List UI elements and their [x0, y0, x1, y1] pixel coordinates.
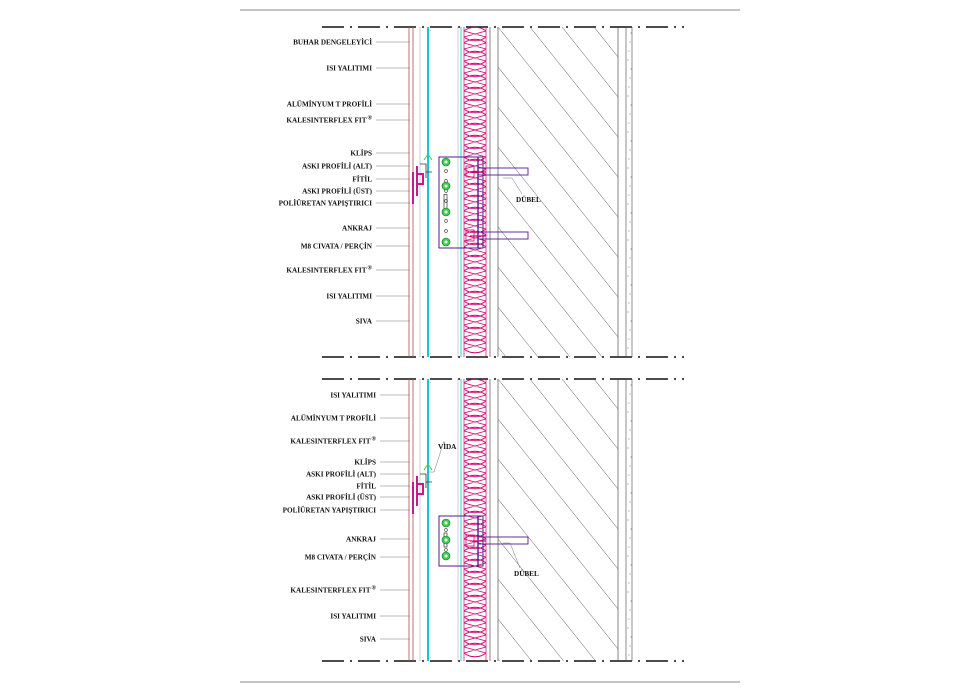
plaster-dot — [630, 78, 631, 79]
callout-label — [330, 392, 376, 400]
plaster-dot — [631, 565, 632, 566]
plaster-dot — [630, 186, 631, 187]
hatch-line — [498, 659, 618, 692]
callout-label — [293, 37, 372, 47]
plaster-dot — [630, 502, 631, 503]
hatch-line — [498, 0, 618, 17]
callout-label — [279, 198, 373, 208]
hatch-line — [498, 59, 618, 209]
callout-label — [354, 457, 376, 467]
callout-label — [290, 436, 376, 446]
bracket-hole — [445, 549, 448, 552]
hatch-line — [498, 379, 618, 529]
plaster-dot — [630, 42, 631, 43]
wall-hatch — [498, 0, 618, 692]
registered-mark: ® — [371, 585, 376, 592]
plaster-dot — [629, 439, 630, 440]
plaster-dot — [629, 339, 630, 340]
callout-label — [330, 613, 376, 621]
callout-label-text: POLİÜRETAN YAPIŞTIRICI — [278, 199, 372, 208]
callout-label-text: FİTİL — [356, 482, 376, 491]
hatch-line — [498, 459, 618, 609]
hanging-profile — [413, 166, 423, 204]
hatch-line — [498, 187, 618, 337]
callout-label — [286, 265, 372, 275]
plaster-dot — [630, 610, 631, 611]
callout-label-text: ASKI PROFİLİ (ALT) — [305, 470, 376, 479]
hatch-line — [498, 267, 618, 417]
plaster-dot — [628, 168, 629, 169]
plaster-dot — [631, 529, 632, 530]
hatch-line — [498, 107, 618, 257]
plaster-dot — [628, 448, 629, 449]
plaster-dot — [630, 430, 631, 431]
plaster-dot — [629, 403, 630, 404]
callout-label — [350, 148, 372, 158]
plaster-dot — [630, 294, 631, 295]
hatch-line — [498, 619, 618, 692]
hatch-line — [498, 259, 618, 409]
hatch-line — [498, 0, 618, 57]
callout-label-text: M8 CIVATA / PERÇİN — [304, 553, 376, 562]
callout-label-text: POLİÜRETAN YAPIŞTIRICI — [282, 506, 376, 515]
hatch-line — [498, 387, 618, 537]
plaster-dot — [629, 583, 630, 584]
plaster-dot — [631, 105, 632, 106]
callout-leader-right — [503, 178, 522, 194]
callout-label-right: DÜBEL — [516, 196, 541, 204]
plaster-dot — [628, 348, 629, 349]
plaster-dot — [631, 601, 632, 602]
plaster-dot — [631, 177, 632, 178]
callout-label — [326, 293, 372, 301]
plaster-dot — [629, 123, 630, 124]
plaster-dot — [628, 204, 629, 205]
callout-label — [302, 186, 372, 196]
callout-label — [342, 225, 372, 233]
callout-label-text: ISI YALITIMI — [326, 64, 372, 73]
plaster-dot — [629, 303, 630, 304]
plaster-dot — [629, 87, 630, 88]
hatch-line — [498, 307, 618, 457]
plaster-dot — [631, 213, 632, 214]
callout-label-text: KALESINTERFLEX FIT — [290, 437, 371, 446]
plaster-dot — [630, 150, 631, 151]
callout-label — [360, 636, 377, 644]
registered-mark: ® — [371, 436, 376, 443]
plaster-dot — [628, 312, 629, 313]
callout-label-text: M8 CIVATA / PERÇİN — [300, 242, 372, 251]
plaster-dot — [628, 520, 629, 521]
wall-hatch — [498, 0, 618, 537]
callout-label — [326, 65, 372, 73]
screw-core — [445, 161, 448, 164]
hatch-line — [498, 139, 618, 289]
callout-label-text: SIVA — [359, 635, 376, 644]
screw-core — [445, 211, 448, 214]
hatch-line — [498, 147, 618, 297]
callout-label — [346, 536, 376, 544]
hatch-line — [498, 339, 618, 489]
plaster-dot — [628, 132, 629, 133]
plaster-dot — [630, 538, 631, 539]
screw-core — [445, 522, 448, 525]
registered-mark: ® — [367, 265, 372, 272]
callout-label — [301, 241, 373, 251]
callout-label-right: VİDA — [438, 443, 457, 451]
hatch-line — [498, 539, 618, 689]
callout-label-text: ASKI PROFİLİ (ÜST) — [306, 493, 376, 502]
callout-label-text: ISI YALITIMI — [330, 391, 376, 400]
callout-label-text: ISI YALITIMI — [326, 292, 372, 301]
plaster-dot — [630, 466, 631, 467]
hatch-line — [498, 0, 618, 137]
hatch-line — [498, 19, 618, 169]
plaster-dot — [629, 51, 630, 52]
callout-label-text: ALÜMİNYUM T PROFİLİ — [286, 100, 372, 109]
plaster-dot — [630, 646, 631, 647]
callout-label — [352, 174, 372, 184]
plaster-dot — [629, 511, 630, 512]
plaster-dot — [628, 484, 629, 485]
callout-label — [283, 505, 377, 515]
plaster-dot — [629, 195, 630, 196]
callout-label-text: FİTİL — [352, 175, 372, 184]
plaster-dot — [631, 385, 632, 386]
plaster-dot — [630, 394, 631, 395]
hatch-line — [498, 0, 618, 97]
plaster-dot — [631, 249, 632, 250]
clip-profile — [420, 474, 432, 488]
hatch-line — [498, 419, 618, 569]
callout-label — [291, 413, 376, 423]
callout-label-text: ANKRAJ — [342, 224, 372, 233]
plaster-dot — [628, 240, 629, 241]
plaster-dot — [628, 60, 629, 61]
callout-label — [290, 585, 376, 595]
plaster-dot — [630, 258, 631, 259]
callout-label-right: DÜBEL — [514, 570, 539, 578]
plaster-dot — [628, 628, 629, 629]
plaster-dot — [628, 556, 629, 557]
plaster-dot — [630, 222, 631, 223]
hatch-line — [498, 227, 618, 377]
callout-label-text: ALÜMİNYUM T PROFİLİ — [290, 414, 376, 423]
screw-core — [445, 185, 448, 188]
callout-label-text: ISI YALITIMI — [330, 612, 376, 621]
callout-label — [356, 318, 373, 326]
plaster-dot — [629, 619, 630, 620]
plaster-dot — [630, 114, 631, 115]
plaster-dot — [628, 412, 629, 413]
callout-label-text: BUHAR DENGELEYİCİ — [293, 38, 372, 47]
plaster-dot — [631, 69, 632, 70]
callout-label-text: ASKI PROFİLİ (ÜST) — [302, 187, 372, 196]
plaster-dot — [629, 231, 630, 232]
plaster-dot — [631, 493, 632, 494]
hanging-profile — [413, 476, 423, 514]
bracket-hole — [445, 230, 448, 233]
plaster-dot — [628, 592, 629, 593]
callout-label-text: ANKRAJ — [346, 535, 376, 544]
bracket-hole — [445, 170, 448, 173]
plaster-dot — [630, 574, 631, 575]
callout-label — [305, 552, 377, 562]
hatch-line — [498, 299, 618, 449]
callout-label — [286, 115, 372, 125]
callout-label — [302, 161, 373, 171]
callout-label-text: KLİPS — [350, 149, 372, 158]
callout-label-text: KALESINTERFLEX FIT — [290, 586, 371, 595]
plaster-dot — [629, 475, 630, 476]
plaster-dot — [629, 655, 630, 656]
plaster-dot — [631, 141, 632, 142]
callout-label-text: KALESINTERFLEX FIT — [286, 266, 367, 275]
plaster-dot — [629, 547, 630, 548]
callout-label — [306, 492, 376, 502]
callout-label — [356, 481, 376, 491]
clip-profile — [420, 164, 432, 178]
screw-core — [445, 555, 448, 558]
hatch-line — [498, 99, 618, 249]
hatch-line — [498, 67, 618, 217]
plaster-dot — [628, 96, 629, 97]
plaster-dot — [631, 33, 632, 34]
plaster-dot — [631, 285, 632, 286]
plaster-dot — [629, 267, 630, 268]
callout-label-text: KALESINTERFLEX FIT — [286, 116, 367, 125]
hatch-line — [498, 0, 618, 129]
callout-label-text: KLİPS — [354, 458, 376, 467]
bracket-hole — [445, 529, 448, 532]
bracket-hole — [445, 220, 448, 223]
plaster-dot — [629, 159, 630, 160]
callout-label — [287, 99, 372, 109]
plaster-dot — [631, 457, 632, 458]
hatch-line — [498, 579, 618, 692]
registered-mark: ® — [367, 115, 372, 122]
plaster-dot — [631, 321, 632, 322]
screw-core — [445, 539, 448, 542]
plaster-dot — [631, 637, 632, 638]
hatch-line — [498, 347, 618, 497]
hatch-line — [498, 219, 618, 369]
plaster-dot — [631, 421, 632, 422]
callout-label-text: ASKI PROFİLİ (ALT) — [301, 162, 372, 171]
plaster-dot — [628, 276, 629, 277]
plaster-dot — [630, 330, 631, 331]
screw-core — [445, 241, 448, 244]
hatch-line — [498, 27, 618, 177]
callout-label-text: SIVA — [355, 317, 372, 326]
callout-label — [306, 469, 377, 479]
